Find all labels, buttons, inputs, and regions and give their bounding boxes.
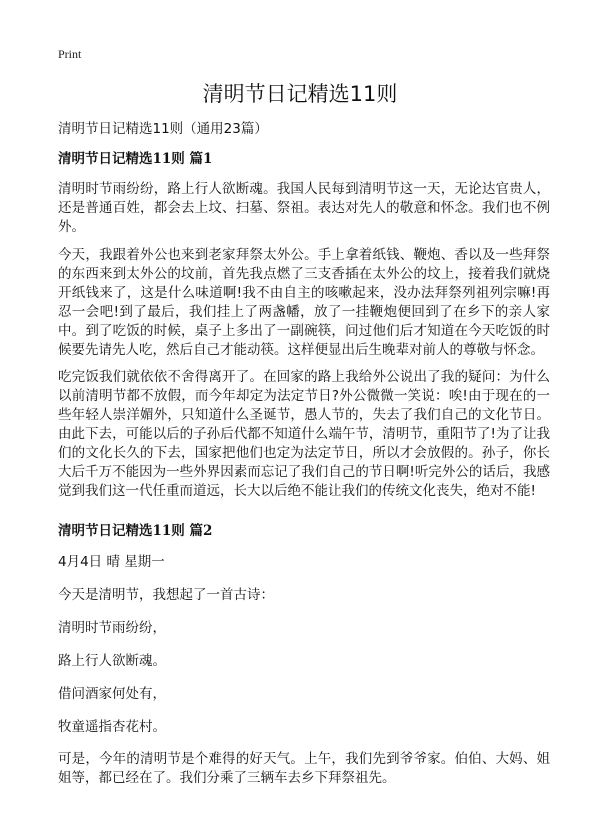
poem-line-3: 借问酒家何处有，: [58, 686, 166, 702]
page-title: 清明节日记精选11则: [202, 82, 398, 106]
poem-line-2: 路上行人欲断魂。: [58, 653, 166, 669]
section-2-intro: 今天是清明节，我想起了一首古诗：: [58, 587, 274, 603]
section-1-heading: 清明节日记精选11则 篇1: [58, 151, 213, 167]
section-1-paragraph-2: 今天，我跟着外公也来到老家拜祭太外公。手上拿着纸钱、鞭炮、香以及一些拜祭的东西来到太外公的坟前，首先我点燃了三支香插在太外公的坟上，接着我们就烧开纸钱来了，这是什么味道啊!我不由自主的咳嗽起来，没办法拜祭列祖列宗嘛!再忍一会吧!到了最后，我们挂上了两盏幡，放了一挂鞭炮便回到了在乡下的亲人家中。到了吃饭的时候，桌子上多出了一副碗筷，问过他们后才知道在今天吃饭的时候要先请先人吃，然后自己才能动筷。这样便显出后生晚辈对前人的尊敬与怀念。: [58, 247, 550, 358]
section-1-paragraph-3: 吃完饭我们就依依不舍得离开了。在回家的路上我给外公说出了我的疑问：为什么以前清明节都不放假，而今年却定为法定节日?外公微微一笑说：唉!由于现在的一些年轻人崇洋媚外，只知道什么圣诞节，愚人节的，失去了我们自己的文化节日。由此下去，可能以后的子孙后代都不知道什么端午节，清明节，重阳节了!为了让我们的文化长久的下去，国家把他们也定为法定节日，所以才会放假的。孙子，你长大后千万不能因为一些外界因素而忘记了我们自己的节日啊!听完外公的话后，我感觉到我们这一代任重而道远，长大以后绝不能让我们的传统文化丧失，绝对不能!: [58, 369, 550, 499]
print-link[interactable]: Print: [58, 47, 82, 61]
section-1-paragraph-1: 清明时节雨纷纷，路上行人欲断魂。我国人民每到清明节这一天，无论达官贵人，还是普通百姓，都会去上坟、扫墓、祭祖。表达对先人的敬意和怀念。我们也不例外。: [58, 181, 550, 235]
section-2-closing: 可是，今年的清明节是个难得的好天气。上午，我们先到爷爷家。伯伯、大妈、姐姐等，都已经在了。我们分乘了三辆车去乡下拜祭祖先。: [58, 751, 550, 786]
poem-line-4: 牧童遥指杏花村。: [58, 719, 166, 735]
section-2-heading: 清明节日记精选11则 篇2: [58, 523, 213, 539]
poem-line-1: 清明时节雨纷纷，: [58, 620, 166, 636]
subtitle: 清明节日记精选11则（通用23篇）: [58, 121, 268, 137]
section-2-date-line: 4月4日 晴 星期一: [58, 554, 165, 570]
